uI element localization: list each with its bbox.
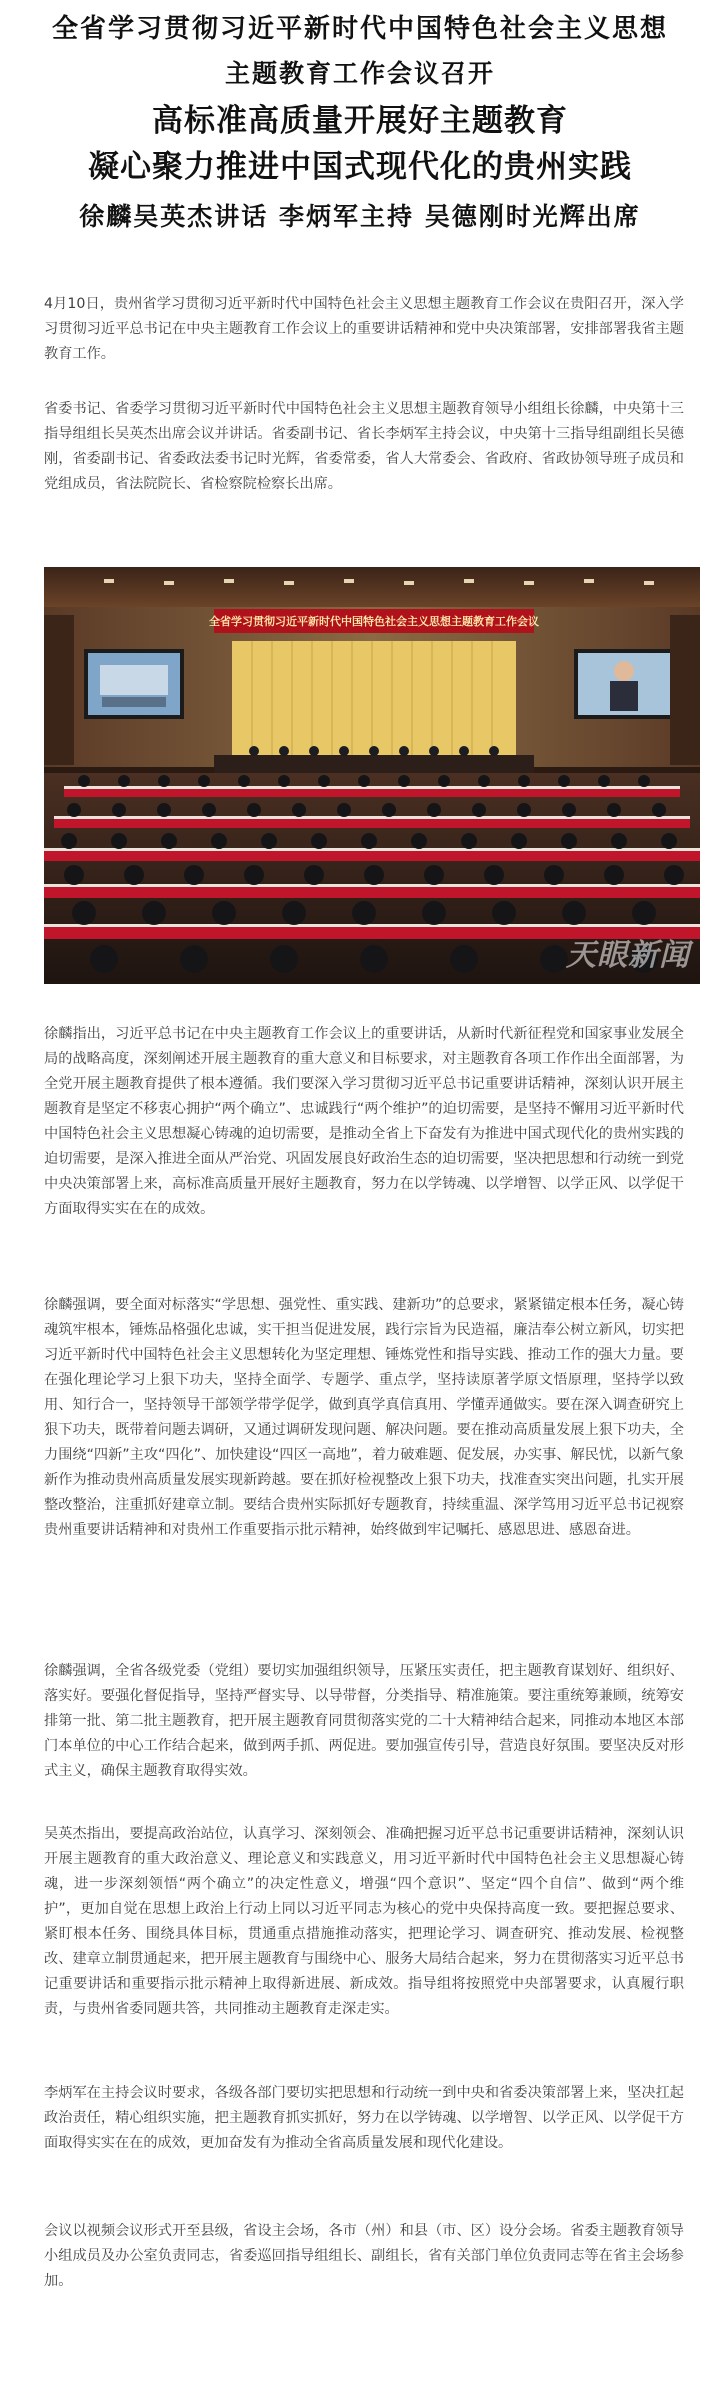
- meeting-photo: [44, 567, 700, 984]
- left-screen: [84, 649, 184, 719]
- title-line-1: 高标准高质量开展好主题教育: [152, 103, 568, 139]
- pretitle-line-1: 全省学习贯彻习近平新时代中国特色社会主义思想: [51, 14, 668, 44]
- paragraph-wuyingjie: 吴英杰指出，要提高政治站位，认真学习、深刻领会、准确把握习近平总书记重要讲话精神，深刻认识开展主题教育的重大政治意义、理论意义和实践意义，用习近平新时代中国特色社会主义思想凝心铸魂，进一步深刻领悟“两个确立”的决定性意义，增强“四个意识”、坚定“四个自信”、做到“两个维护”，更加自觉在思想上政治上行动上同以习近平同志为核心的党中央保持高度一致。要把握总要求、紧盯根本任务、围绕具体目标，贯通重点措施推动落实，把理论学习、调查研究、推动发展、检视整改、建章立制贯通起来，把开展主题教育与围绕中心、服务大局结合起来，努力在贯彻落实习近平总书记重要讲话和重要指示批示精神上取得新进展、新成效。指导组将按照党中央部署要求，认真履行职责，与贵州省委同题共答，共同推动主题教育走深走实。: [44, 1826, 684, 2017]
- meeting-hall-image: [44, 567, 700, 984]
- title-line-2: 凝心聚力推进中国式现代化的贵州实践: [88, 149, 632, 185]
- headline: [0, 0, 720, 242]
- paragraph-libingjun: 李炳军在主持会议时要求，各级各部门要切实把思想和行动统一到中央和省委决策部署上来，坚决扛起政治责任，精心组织实施，把主题教育抓实抓好，努力在以学铸魂、以学增智、以学正风、以学促干方面取得实实在在的成效，更加奋发有为推动全省高质量发展和现代化建设。: [44, 2085, 684, 2151]
- paragraph-meeting-format: 会议以视频会议形式开至县级，省设主会场，各市（州）和县（市、区）设分会场。省委主题教育领导小组成员及办公室负责同志，省委巡回指导组组长、副组长，省有关部门单位负责同志等在省主会场参加。: [44, 2223, 684, 2289]
- watermark: 天眼新闻: [566, 938, 690, 973]
- paragraph-attendees: 省委书记、省委学习贯彻习近平新时代中国特色社会主义思想主题教育领导小组组长徐麟，中央第十三指导组组长吴英杰出席会议并讲话。省委副书记、省长李炳军主持会议，中央第十三指导组副组长吴德刚，省委副书记、省委政法委书记时光辉，省委常委，省人大常委会、省政府、省政协领导班子成员和党组成员，省法院院长、省检察院检察长出席。: [44, 401, 684, 492]
- paragraph-xulin-requirements: 徐麟强调，要全面对标落实“学思想、强党性、重实践、建新功”的总要求，紧紧锚定根本任务，凝心铸魂筑牢根本，锤炼品格强化忠诚，实干担当促进发展，践行宗旨为民造福，廉洁奉公树立新风，切实把习近平新时代中国特色社会主义思想转化为坚定理想、锤炼党性和指导实践、推动工作的强大力量。要在强化理论学习上狠下功夫，坚持全面学、专题学、重点学，坚持读原著学原文悟原理，坚持学以致用、知行合一，坚持领导干部领学带学促学，做到真学真信真用、学懂弄通做实。要在深入调查研究上狠下功夫，既带着问题去调研，又通过调研发现问题、解决问题。要在推动高质量发展上狠下功夫，全力围绕“四新”主攻“四化”、加快建设“四区一高地”，着力破难题、促发展，办实事、解民忧，以新气象新作为推动贵州高质量发展实现新跨越。要在抓好检视整改上狠下功夫，找准查实突出问题，扎实开展整改整治，注重抓好建章立制。要结合贵州实际抓好专题教育，持续重温、深学笃用习近平总书记视察贵州重要讲话精神和对贵州工作重要指示批示精神，始终做到牢记嘱托、感恩思进、感恩奋进。: [44, 1297, 684, 1538]
- paragraph-xulin-points: 徐麟指出，习近平总书记在中央主题教育工作会议上的重要讲话，从新时代新征程党和国家事业发展全局的战略高度，深刻阐述开展主题教育的重大意义和目标要求，对主题教育各项工作作出全面部署，为全党开展主题教育提供了根本遵循。我们要深入学习贯彻习近平总书记重要讲话精神，深刻认识开展主题教育是坚定不移衷心拥护“两个确立”、忠诚践行“两个维护”的迫切需要，是坚持不懈用习近平新时代中国特色社会主义思想凝心铸魂的迫切需要，是推动全省上下奋发有为推进中国式现代化的贵州实践的迫切需要，是深入推进全面从严治党、巩固发展良好政治生态的迫切需要，坚决把思想和行动统一到党中央决策部署上来，高标准高质量开展好主题教育，努力在以学铸魂、以学增智、以学正风、以学促干方面取得实实在在的成效。: [44, 1026, 684, 1217]
- paragraph-intro: 4月10日，贵州省学习贯彻习近平新时代中国特色社会主义思想主题教育工作会议在贵阳召开，深入学习贯彻习近平总书记在中央主题教育工作会议上的重要讲话精神和党中央决策部署，安排部署我省主题教育工作。: [44, 296, 684, 362]
- paragraph-xulin-organization: 徐麟强调，全省各级党委（党组）要切实加强组织领导，压紧压实责任，把主题教育谋划好、组织好、落实好。要强化督促指导，坚持严督实导、以导带督，分类指导、精准施策。要注重统筹兼顾，统筹安排第一批、第二批主题教育，把开展主题教育同贯彻落实党的二十大精神结合起来，同推动本地区本部门本单位的中心工作结合起来，做到两手抓、两促进。要加强宣传引导，营造良好氛围。要坚决反对形式主义，确保主题教育取得实效。: [44, 1663, 684, 1779]
- pretitle-line-2: 主题教育工作会议召开: [224, 59, 495, 88]
- banner-text: 全省学习贯彻习近平新时代中国特色社会主义思想主题教育工作会议: [209, 615, 539, 628]
- right-screen: [574, 649, 674, 719]
- subtitle: 徐麟吴英杰讲话 李炳军主持 吴德刚时光辉出席: [79, 202, 641, 231]
